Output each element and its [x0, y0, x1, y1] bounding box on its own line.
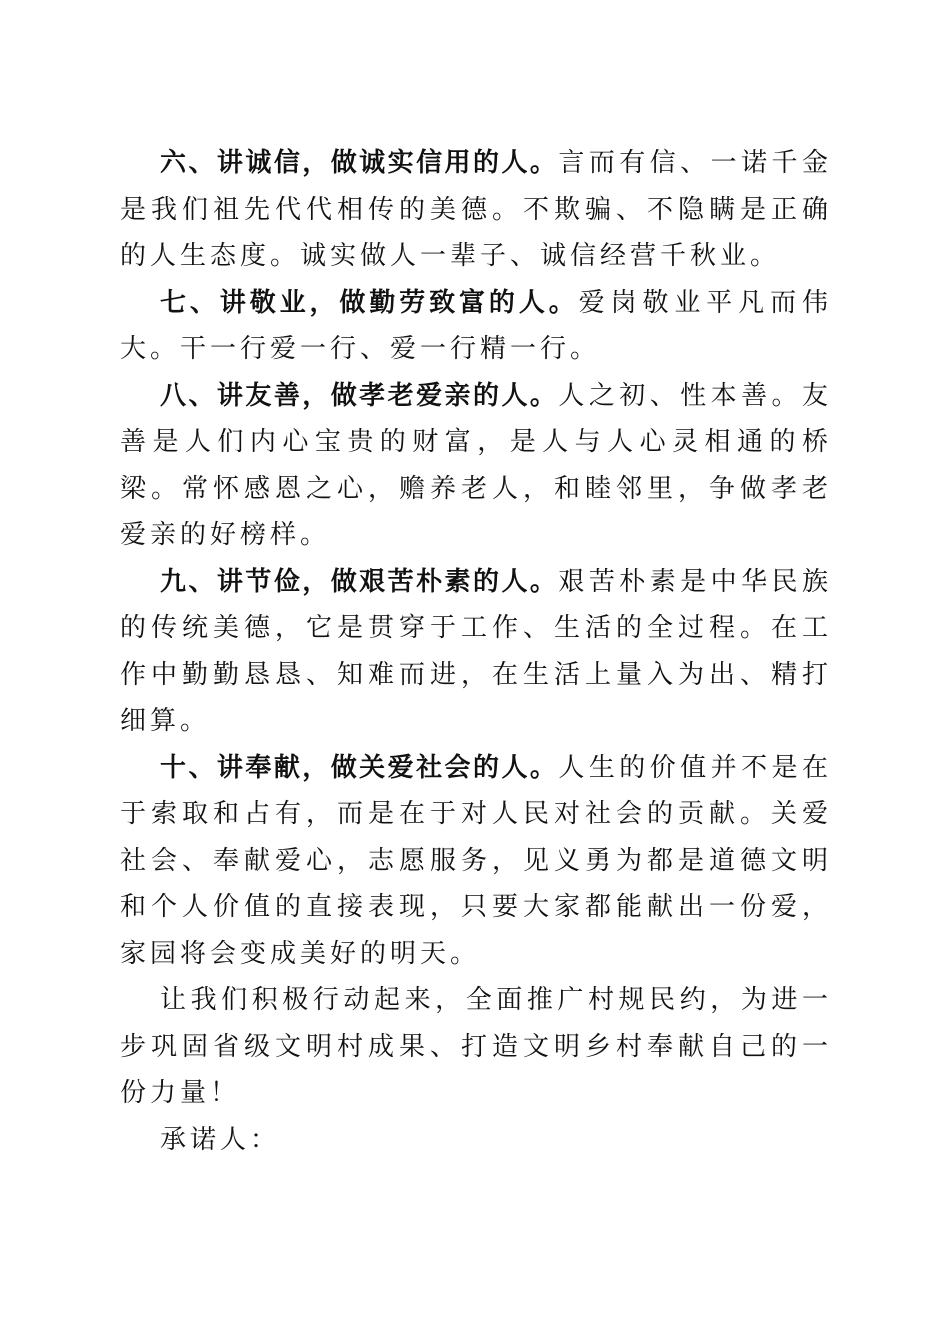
signature-line: 承诺人： — [160, 1124, 281, 1155]
pledge-body: 人之初、性本善。友善是人们内心宝贵的财富，是人与人心灵相通的桥梁。常怀感恩之心，赡养老人，和睦邻里，争做孝老爱亲的好榜样。 — [120, 380, 832, 550]
pledge-item-9 — [120, 559, 832, 745]
pledge-body: 人生的价值并不是在于索取和占有，而是在于对人民对社会的贡献。关爱社会、奉献爱心，志愿服务，见义勇为都是道德文明和个人价值的直接表现，只要大家都能献出一份爱，家园将会变成美好的明天。 — [120, 752, 832, 969]
pledge-item-7 — [120, 280, 832, 373]
closing-paragraph: 让我们积极行动起来，全面推广村规民约，为进一步巩固省级文明村成果、打造文明乡村奉献自己的一份力量！ — [120, 985, 832, 1108]
pledge-item-8 — [120, 373, 832, 559]
pledge-heading: 七、讲敬业，做勤劳致富的人。 — [160, 287, 579, 318]
pledge-body: 艰苦朴素是中华民族的传统美德，它是贯穿于工作、生活的全过程。在工作中勤勤恳恳、知难而进，在生活上量入为出、精打细算。 — [120, 566, 832, 736]
pledge-item-10 — [120, 745, 832, 978]
pledge-heading: 八、讲友善，做孝老爱亲的人。 — [160, 380, 559, 411]
pledge-item-6 — [120, 140, 832, 280]
pledge-heading: 十、讲奉献，做关爱社会的人。 — [160, 752, 559, 783]
pledge-heading: 九、讲节俭，做艰苦朴素的人。 — [160, 566, 559, 597]
pledge-body: 言而有信、一诺千金是我们祖先代代相传的美德。不欺骗、不隐瞒是正确的人生态度。诚实做人一辈子、诚信经营千秋业。 — [120, 148, 832, 271]
pledge-heading: 六、讲诚信，做诚实信用的人。 — [160, 148, 559, 178]
pledge-body: 爱岗敬业平凡而伟大。干一行爱一行、爱一行精一行。 — [120, 287, 832, 364]
document-body — [120, 140, 832, 1163]
